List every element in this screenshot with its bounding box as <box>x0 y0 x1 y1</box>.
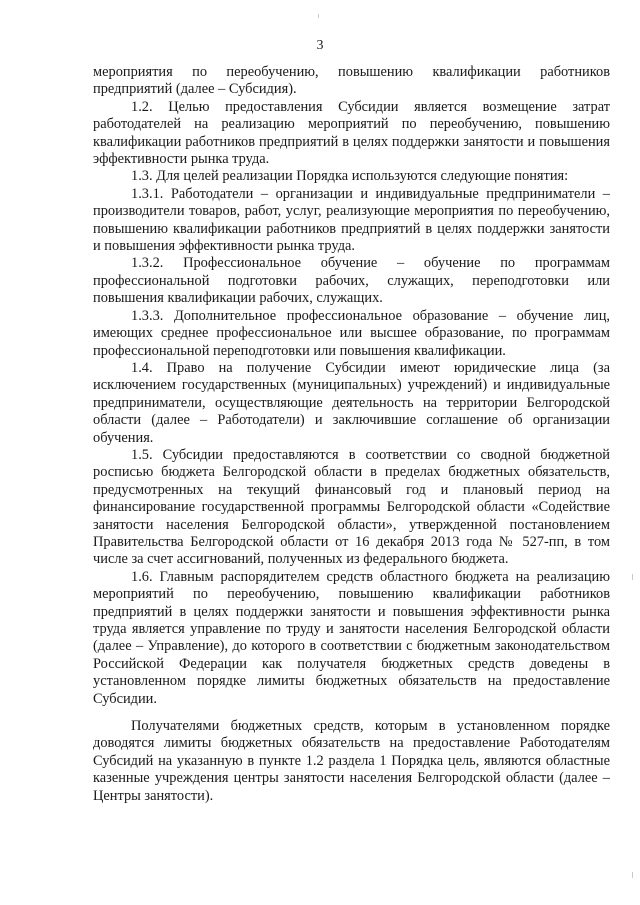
scan-artifact-line <box>632 872 633 878</box>
paragraph: 1.3. Для целей реализации Порядка используются следующие понятия: <box>131 168 569 185</box>
paragraph: 1.2. Целью предоставления Субсидии является возмещение затрат работодателей на реализацию мероприятий по переобучению, повышению квалификации работников предприятий в целях поддержки занятости и повышения эффективности рынка труда. <box>93 98 610 168</box>
paragraph: 1.3.2. Профессиональное обучение – обучение по программам профессиональной подготовки рабочих, служащих, переподготовки или повышения квалификации рабочих, служащих. <box>93 255 610 307</box>
document-body <box>93 64 610 805</box>
paragraph: 1.6. Главным распорядителем средств областного бюджета на реализацию мероприятий по переобучению, повышению квалификации работников предприятий в целях поддержки занятости и повышения эффективности рынка труда является управление по труду и занятости населения Белгородской области (далее – Управление), до которого в соответствии с бюджетным законодательством Российской Федерации как получателя бюджетных средств доведены в установленном порядке лимиты бюджетных обязательств на предоставление Субсидии. <box>93 568 610 707</box>
scan-artifact-line <box>632 574 633 580</box>
paragraph: 1.5. Субсидии предоставляются в соответствии со сводной бюджетной росписью бюджета Белгородской области в пределах бюджетных обязательств, предусмотренных на текущий финансовый год и плановый период на финансирование государственной программы Белгородской области «Содействие занятости населения Белгородской области», утвержденной постановлением Правительства Белгородской области от 16 декабря 2013 года № 527-пп, в том числе за счет ассигнований, полученных из федерального бюджета. <box>93 446 610 568</box>
paragraph: Получателями бюджетных средств, которым в установленном порядке доводятся лимиты бюджетных обязательств на предоставление Работодателям Субсидий на указанную в пункте 1.2 раздела 1 Порядка цель, являются областные казенные учреждения центры занятости населения Белгородской области (далее – Центры занятости). <box>93 718 610 804</box>
paragraph: мероприятия по переобучению, повышению квалификации работников предприятий (далее – Субсидия). <box>93 64 610 98</box>
paragraph: 1.3.1. Работодатели – организации и индивидуальные предприниматели – производители товаров, работ, услуг, реализующие мероприятия по переобучению, повышению квалификации работников предприятий в целях поддержки занятости и повышения эффективности рынка труда. <box>93 185 610 255</box>
paragraph: 1.4. Право на получение Субсидии имеют юридические лица (за исключением государственных (муниципальных) учреждений) и индивидуальные предприниматели, осуществляющие деятельность на территории Белгородской области (далее – Работодатели) и заключившие соглашение об организации обучения. <box>93 359 610 446</box>
paragraph: 1.3.3. Дополнительное профессиональное образование – обучение лиц, имеющих среднее профессиональное или высшее образование, по программам профессиональной переподготовки или повышения квалификации. <box>93 307 610 359</box>
scan-artifact-line <box>318 14 319 18</box>
page-number: 3 <box>316 38 324 53</box>
